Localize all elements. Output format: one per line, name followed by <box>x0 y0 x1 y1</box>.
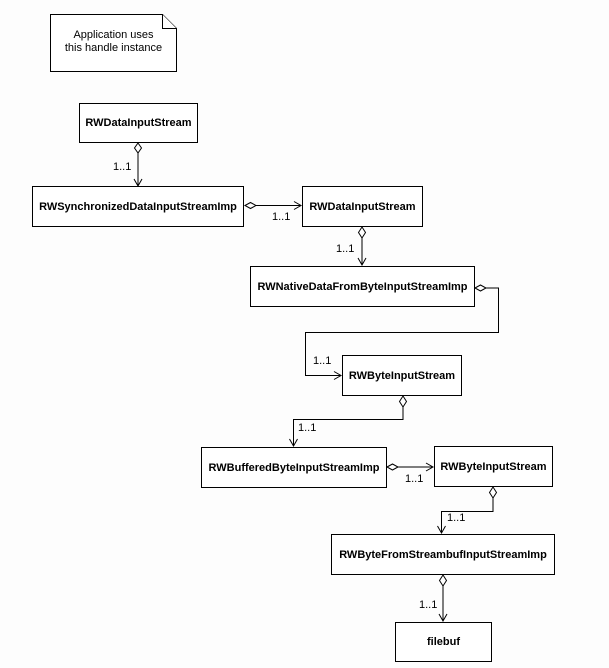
class-label: RWBufferedByteInputStreamImp <box>208 461 380 474</box>
class-label: filebuf <box>427 636 460 648</box>
edge-handle-to-syncimp <box>134 143 142 186</box>
class-label: RWByteInputStream <box>440 460 547 473</box>
aggregation-diamond-icon <box>490 487 497 498</box>
note-line-1: Application uses <box>73 29 154 41</box>
multiplicity-label: 1..1 <box>298 422 317 434</box>
edge-syncimp-to-datainputstream <box>245 202 301 210</box>
aggregation-diamond-icon <box>400 396 407 407</box>
class-box-rwsynchronizeddatainputstreamimp <box>32 186 244 227</box>
multiplicity-label: 1..1 <box>272 211 291 223</box>
class-label: RWSynchronizedDataInputStreamImp <box>39 200 237 213</box>
uml-note-text <box>50 29 177 55</box>
multiplicity-label: 1..1 <box>447 512 466 524</box>
class-label: RWDataInputStream <box>85 117 192 129</box>
class-box-rwdatainputstream-body <box>302 186 423 227</box>
class-box-rwbufferedbyteinputstreamimp <box>201 447 387 488</box>
class-box-filebuf <box>395 622 492 662</box>
multiplicity-label: 1..1 <box>419 599 438 611</box>
aggregation-diamond-icon <box>135 143 142 153</box>
class-label: RWDataInputStream <box>309 200 416 213</box>
aggregation-diamond-icon <box>475 285 486 291</box>
multiplicity-label: 1..1 <box>113 161 132 173</box>
multiplicity-label: 1..1 <box>336 243 355 255</box>
aggregation-diamond-icon <box>387 464 398 470</box>
edge-bufferedimp-to-byteinputstream2 <box>387 463 433 471</box>
multiplicity-label: 1..1 <box>313 355 332 367</box>
aggregation-diamond-icon <box>245 203 256 209</box>
aggregation-diamond-icon <box>440 575 447 586</box>
class-box-rwbyteinputstream-handle <box>342 355 462 396</box>
aggregation-diamond-icon <box>359 227 366 238</box>
class-label: RWByteInputStream <box>348 369 456 382</box>
multiplicity-label: 1..1 <box>405 473 424 485</box>
class-box-rwnativedatafrombyteinputstreamimp <box>250 266 475 307</box>
edge-streambufimp-to-filebuf <box>439 575 447 621</box>
class-box-rwbytefromstreambufinputstreamimp <box>331 534 555 575</box>
class-box-rwdatainputstream-handle <box>79 103 198 143</box>
note-line-2: this handle instance <box>64 42 163 54</box>
edge-datainputstream-to-nativeimp <box>358 227 366 265</box>
edge-byteinputstream-to-bufferedimp <box>290 396 407 446</box>
class-label: RWNativeDataFromByteInputStreamImp <box>257 280 468 293</box>
class-box-rwbyteinputstream-body <box>434 446 553 487</box>
class-label: RWByteFromStreambufInputStreamImp <box>339 548 547 561</box>
edge-byteinputstream2-to-streambufimp <box>438 487 497 533</box>
